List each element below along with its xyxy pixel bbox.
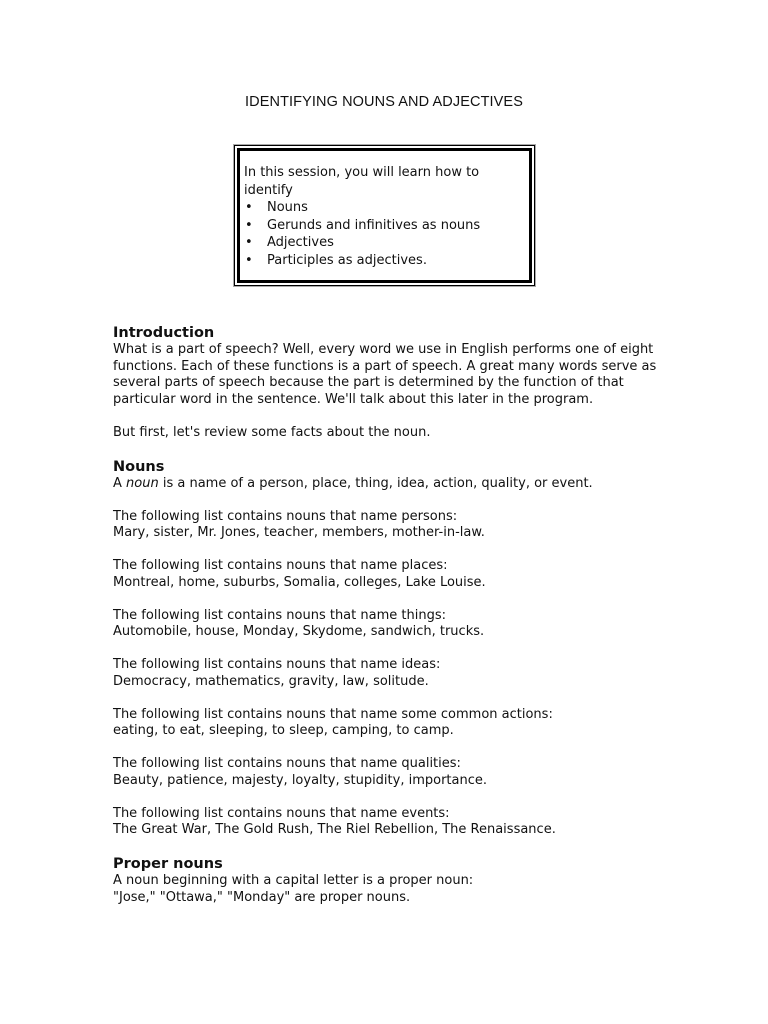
- objective-item-text: Nouns: [267, 200, 308, 215]
- noun-list-examples: eating, to eat, sleeping, to sleep, camping, to camp.: [113, 723, 454, 738]
- objectives-box: [234, 145, 535, 286]
- noun-list-examples: Democracy, mathematics, gravity, law, solitude.: [113, 673, 429, 689]
- objective-item: [244, 199, 525, 217]
- objective-item-text: Gerunds and infinitives as nouns: [267, 217, 481, 233]
- introduction-transition: But first, let's review some facts about the noun.: [113, 424, 431, 440]
- objective-item: [244, 234, 525, 252]
- introduction-heading: Introduction: [113, 325, 215, 341]
- nouns-heading: Nouns: [113, 458, 165, 475]
- proper-nouns-examples: "Jose," "Ottawa," "Monday" are proper nouns.: [113, 889, 411, 905]
- objectives-list: [244, 199, 525, 269]
- objectives-box-inner: [237, 148, 532, 283]
- noun-list-examples: Automobile, house, Monday, Skydome, sandwich, trucks.: [113, 624, 485, 639]
- proper-nouns-rule: A noun beginning with a capital letter is a proper noun:: [113, 873, 474, 888]
- objective-item-text: Participles as adjectives.: [267, 252, 427, 268]
- objective-item: [244, 217, 525, 235]
- proper-nouns-heading: Proper nouns: [113, 856, 223, 872]
- noun-list-examples: Montreal, home, suburbs, Somalia, colleges, Lake Louise.: [113, 574, 486, 590]
- introduction-paragraph: What is a part of speech? Well, every word we use in English performs one of eight functions. Each of these functions is a part of speech. A great many words serve as several parts of speech because the part is determined by the function of that particular word in the sentence. We'll talk about this later in the program.: [113, 342, 657, 407]
- document-body: [113, 324, 673, 906]
- noun-list-intro: The following list contains nouns that name qualities:: [113, 756, 461, 771]
- objective-item: [244, 252, 525, 270]
- bullet-icon: •: [245, 217, 253, 233]
- noun-list-intro: The following list contains nouns that name some common actions:: [113, 706, 553, 722]
- noun-list-examples: Mary, sister, Mr. Jones, teacher, members, mother-in-law.: [113, 525, 485, 540]
- noun-definition-suffix: is a name of a person, place, thing, idea, action, quality, or event.: [158, 475, 593, 491]
- noun-definition-prefix: A: [113, 475, 127, 491]
- noun-definition: [113, 476, 673, 493]
- noun-definition-term: noun: [126, 475, 159, 491]
- objective-item-text: Adjectives: [267, 235, 334, 250]
- noun-list-intro: The following list contains nouns that name ideas:: [113, 657, 441, 672]
- noun-list-intro: The following list contains nouns that name events:: [113, 805, 450, 821]
- noun-list-intro: The following list contains nouns that name places:: [113, 558, 448, 573]
- noun-list-examples: The Great War, The Gold Rush, The Riel Rebellion, The Renaissance.: [113, 822, 556, 837]
- bullet-icon: •: [245, 200, 253, 215]
- noun-list-intro: The following list contains nouns that name things:: [113, 607, 446, 623]
- bullet-icon: •: [245, 235, 253, 250]
- bullet-icon: •: [245, 252, 253, 268]
- noun-list-examples: Beauty, patience, majesty, loyalty, stupidity, importance.: [113, 772, 488, 788]
- noun-list-intro: The following list contains nouns that name persons:: [113, 508, 458, 524]
- document-title: IDENTIFYING NOUNS AND ADJECTIVES: [245, 94, 523, 110]
- objectives-intro: In this session, you will learn how to identify: [244, 165, 480, 198]
